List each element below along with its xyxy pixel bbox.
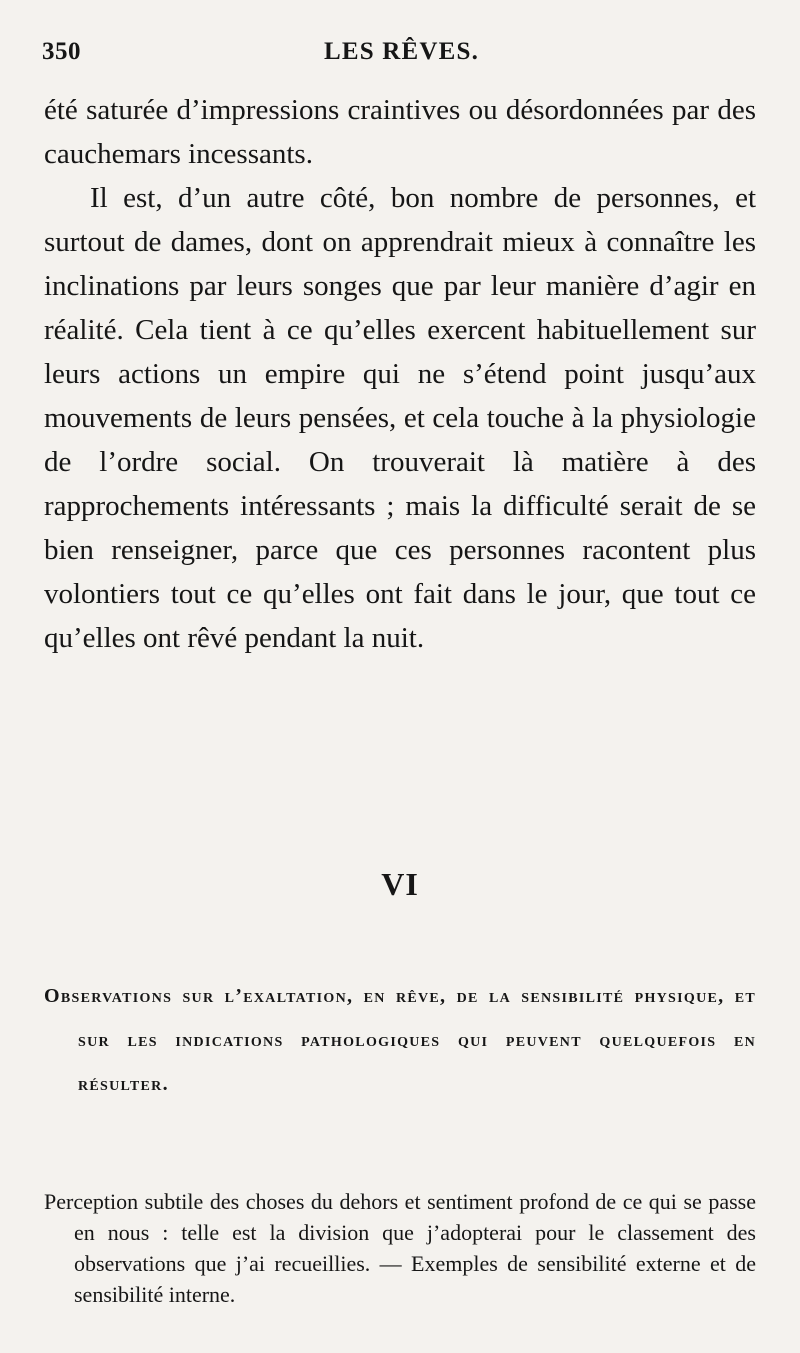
section-number: VI <box>381 866 419 902</box>
page-number: 350 <box>42 38 81 65</box>
body-text <box>44 88 756 660</box>
paragraph: Il est, d’un autre côté, bon nombre de personnes, et surtout de dames, dont on apprendrait mieux à connaître les inclinations par leurs songes que par leur manière d’agir en réalité. Cela tient à ce qu’elles exercent habituellement sur leurs actions un empire qui ne s’étend point jusqu’aux mouvements de leurs pensées, et cela touche à la physiologie de l’ordre social. On trouverait là matière à des rapprochements intéressants ; mais la difficulté serait de se bien renseigner, parce que ces personnes racontent plus volontiers tout ce qu’elles ont fait dans le jour, que tout ce qu’elles ont rêvé pendant la nuit. <box>44 182 756 654</box>
page-header <box>42 38 758 78</box>
section-title: Observations sur l’exaltation, en rêve, de la sensibilité physique, et sur les indications pathologiques qui peuvent quelquefois en résulter. <box>44 985 756 1095</box>
paragraph-continued: été saturée d’impressions craintives ou désordonnées par des cauchemars incessants. <box>44 94 756 170</box>
running-title: LES RÊVES. <box>324 38 480 65</box>
section-summary: Perception subtile des choses du dehors et sentiment profond de ce qui se passe en nous : telle est la division que j’adopterai pour le classement des observations que j’ai recueillies. — Exemples de sensibilité externe et de sensibilité interne. <box>44 1189 756 1307</box>
